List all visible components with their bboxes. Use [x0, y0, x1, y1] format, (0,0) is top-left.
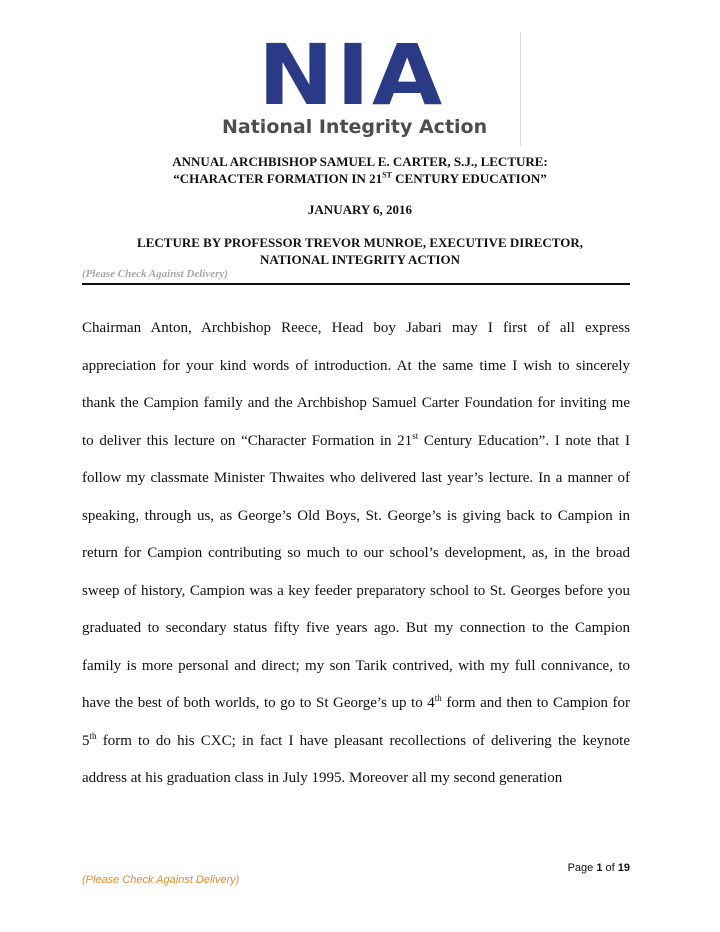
- nia-logo: [218, 26, 521, 146]
- lecturer-info: [60, 234, 660, 268]
- delivery-note-header: (Please Check Against Delivery): [82, 268, 228, 280]
- title-line-1: ANNUAL ARCHBISHOP SAMUEL E. CARTER, S.J., LECTURE:: [172, 154, 548, 169]
- header-rule: [82, 283, 630, 285]
- page-number: Page 1 of 19: [567, 862, 630, 874]
- logo-mark: NIA: [258, 26, 445, 124]
- lecture-date: JANUARY 6, 2016: [307, 202, 413, 217]
- lecture-title: [60, 153, 660, 187]
- title-line-2: “CHARACTER FORMATION IN 21ST CENTURY EDUCATION”: [173, 170, 547, 186]
- logo-subtitle: National Integrity Action: [222, 116, 488, 138]
- lecture-body: [82, 310, 630, 798]
- lecturer-line-2: NATIONAL INTEGRITY ACTION: [259, 252, 461, 267]
- lecturer-line-1: LECTURE BY PROFESSOR TREVOR MUNROE, EXECUTIVE DIRECTOR,: [137, 235, 583, 250]
- body-paragraph: Chairman Anton, Archbishop Reece, Head boy Jabari may I first of all express appreciation for your kind words of introduction. At the same time I wish to sincerely thank the Campion family and the Archbishop Samuel Carter Foundation for inviting me to deliver this lecture on “Character Formation in 21st Century Education”. I note that I follow my classmate Minister Thwaites who delivered last year’s lecture. In a manner of speaking, through us, as George’s Old Boys, St. George’s is giving back to Campion in return for Campion contributing so much to our school’s development, as, in the broad sweep of history, Campion was a key feeder preparatory school to St. Georges before you graduated to secondary status fifty five years ago. But my connection to the Campion family is more personal and direct; my son Tarik contrived, with my full connivance, to have the best of both worlds, to go to St George’s up to 4th form and then to Campion for 5th form to do his CXC; in fact I have pleasant recollections of delivering the keynote address at his graduation class in July 1995. Moreover all my second generation: [82, 320, 631, 786]
- delivery-note-footer: (Please Check Against Delivery): [82, 874, 240, 886]
